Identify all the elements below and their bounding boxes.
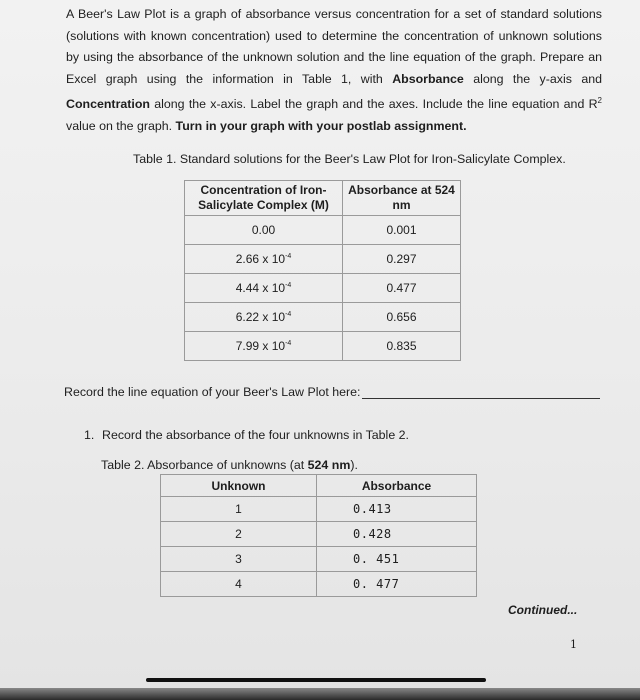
table-row — [185, 216, 461, 245]
handwritten-absorbance[interactable]: 0. 477 — [317, 572, 477, 597]
intro-text: A Beer's Law Plot is a graph of absorbance versus concentration for a set of standard solutions (solutions with known concentration) used to determine the concentration of unknown solutions by using the absorbance of the unknown solution and the line equation of the graph. Prepare an Excel graph using the information in Table 1, with — [66, 7, 602, 86]
standards-table — [184, 180, 461, 361]
table1-caption: Table 1. Standard solutions for the Beer's Law Plot for Iron-Salicylate Complex. — [133, 152, 566, 166]
unknown-id-cell: 4 — [161, 572, 317, 597]
header-unknown: Unknown — [161, 475, 317, 497]
header-concentration: Concentration of Iron-Salicylate Complex (M) — [185, 181, 343, 216]
intro-text: along the x-axis. Label the graph and the axes. Include the line equation and R — [149, 97, 598, 112]
unknown-id-cell: 2 — [161, 522, 317, 547]
intro-bold-concentration: Concentration — [66, 97, 150, 112]
conc-cell: 7.99 x $10^{-4}$ — [185, 332, 343, 361]
abs-cell: 0.001 — [343, 216, 461, 245]
line-equation-blank[interactable] — [362, 386, 600, 399]
abs-cell: 0.297 — [343, 245, 461, 274]
table-row — [161, 547, 477, 572]
table2-caption: Table 2. Absorbance of unknowns (at 524 nm). — [101, 458, 358, 472]
abs-cell: 0.477 — [343, 274, 461, 303]
table-row — [161, 522, 477, 547]
intro-text: value on the graph. — [66, 118, 176, 133]
table-row — [185, 332, 461, 361]
question-1: 1. Record the absorbance of the four unknowns in Table 2. — [84, 428, 409, 442]
photo-bottom-edge — [0, 688, 640, 700]
table-row — [185, 303, 461, 332]
intro-bold-instruction: Turn in your graph with your postlab assignment. — [175, 118, 467, 133]
abs-cell: 0.835 — [343, 332, 461, 361]
table-row — [185, 245, 461, 274]
intro-superscript: 2 — [597, 96, 602, 105]
header-absorbance: Absorbance at 524 nm — [343, 181, 461, 216]
unknown-id-cell: 3 — [161, 547, 317, 572]
conc-cell: 6.22 x $10^{-4}$ — [185, 303, 343, 332]
unknowns-table — [160, 474, 477, 597]
page-number: 1 — [570, 638, 577, 651]
table-header-row — [161, 475, 477, 497]
abs-cell: 0.656 — [343, 303, 461, 332]
table-row — [161, 497, 477, 522]
conc-cell: 4.44 x $10^{-4}$ — [185, 274, 343, 303]
continued-note: Continued... — [508, 603, 578, 617]
table-row — [185, 274, 461, 303]
unknown-id-cell: 1 — [161, 497, 317, 522]
handwritten-absorbance[interactable]: 0. 451 — [317, 547, 477, 572]
intro-paragraph — [66, 4, 602, 137]
handwritten-absorbance[interactable]: 0.413 — [317, 497, 477, 522]
conc-cell: 0.00 — [185, 216, 343, 245]
table-row — [161, 572, 477, 597]
line-equation-prompt: Record the line equation of your Beer's Law Plot here: — [64, 385, 600, 399]
scan-shadow-bar — [146, 678, 486, 682]
conc-cell: 2.66 x $10^{-4}$ — [185, 245, 343, 274]
table-header-row — [185, 181, 461, 216]
header-absorbance: Absorbance — [317, 475, 477, 497]
intro-text: along the y-axis and — [463, 71, 602, 86]
handwritten-absorbance[interactable]: 0.428 — [317, 522, 477, 547]
intro-bold-absorbance: Absorbance — [392, 71, 464, 86]
